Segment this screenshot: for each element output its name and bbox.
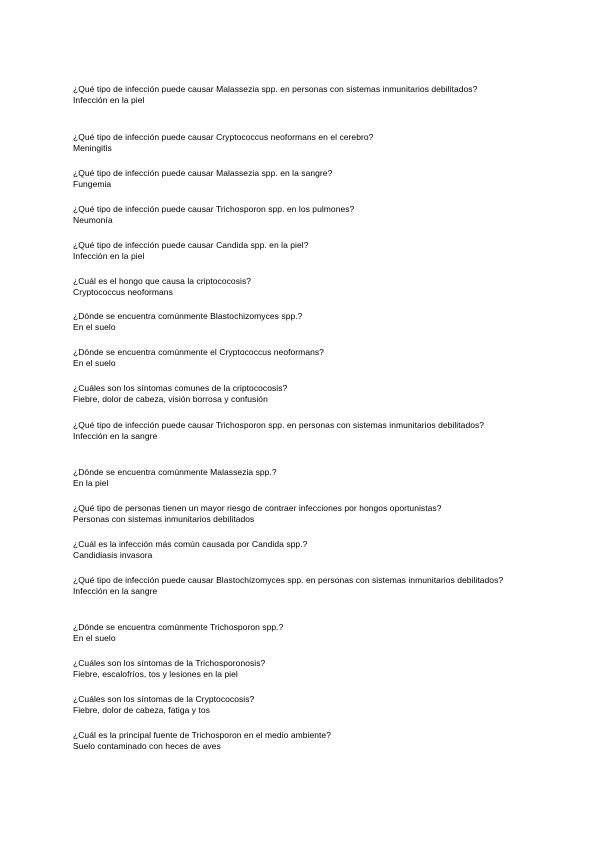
- qa-item: [73, 383, 533, 405]
- qa-item: [73, 503, 533, 525]
- qa-item: [73, 168, 533, 190]
- answer-text: En el suelo: [73, 358, 116, 368]
- answer-text: Suelo contaminado con heces de aves: [73, 741, 221, 751]
- question-text: ¿Cuáles son los síntomas de la Trichosporonosis?: [73, 658, 266, 668]
- question-text: ¿Qué tipo de infección puede causar Trichosporon spp. en los pulmones?: [73, 204, 355, 214]
- qa-item: [73, 658, 533, 680]
- answer-text: Fungemia: [73, 179, 112, 189]
- qa-item: [73, 84, 533, 106]
- qa-item: [73, 694, 533, 716]
- question-text: ¿Dónde se encuentra comúnmente Malassezia spp.?: [73, 467, 277, 477]
- question-text: ¿Dónde se encuentra comúnmente el Cryptococcus neoformans?: [73, 347, 324, 357]
- qa-item: [73, 347, 533, 369]
- qa-item: [73, 276, 533, 298]
- question-text: ¿Qué tipo de personas tienen un mayor riesgo de contraer infecciones por hongos oportunistas?: [73, 503, 442, 513]
- question-text: ¿Cuál es el hongo que causa la criptococosis?: [73, 276, 252, 286]
- answer-text: En el suelo: [73, 322, 116, 332]
- qa-item: [73, 132, 533, 154]
- question-text: ¿Cuáles son los síntomas de la Cryptococosis?: [73, 694, 255, 704]
- answer-text: Meningitis: [73, 143, 112, 153]
- answer-text: Infección en la sangre: [73, 431, 158, 441]
- question-text: ¿Qué tipo de infección puede causar Malassezia spp. en la sangre?: [73, 168, 333, 178]
- answer-text: Candidiasis invasora: [73, 550, 153, 560]
- question-text: ¿Cuál es la infección más común causada por Candida spp.?: [73, 539, 308, 549]
- answer-text: En el suelo: [73, 633, 116, 643]
- qa-item: [73, 730, 533, 752]
- qa-item: [73, 467, 533, 489]
- answer-text: Cryptococcus neoformans: [73, 287, 173, 297]
- answer-text: Personas con sistemas inmunitarios debilitados: [73, 514, 255, 524]
- answer-text: Infección en la piel: [73, 95, 145, 105]
- answer-text: Fiebre, escalofríos, tos y lesiones en la piel: [73, 669, 238, 679]
- question-text: ¿Dónde se encuentra comúnmente Blastochizomyces spp.?: [73, 311, 303, 321]
- qa-item: [73, 420, 533, 442]
- qa-item: [73, 575, 533, 597]
- question-text: ¿Cuáles son los síntomas comunes de la criptococosis?: [73, 383, 288, 393]
- question-text: ¿Cuál es la principal fuente de Trichosporon en el medio ambiente?: [73, 730, 331, 740]
- answer-text: En la piel: [73, 478, 109, 488]
- qa-item: [73, 240, 533, 262]
- question-text: ¿Dónde se encuentra comúnmente Trichosporon spp.?: [73, 622, 284, 632]
- qa-item: [73, 622, 533, 644]
- answer-text: Fiebre, dolor de cabeza, visión borrosa y confusión: [73, 394, 268, 404]
- question-text: ¿Qué tipo de infección puede causar Cryptococcus neoformans en el cerebro?: [73, 132, 374, 142]
- answer-text: Fiebre, dolor de cabeza, fatiga y tos: [73, 705, 210, 715]
- question-text: ¿Qué tipo de infección puede causar Trichosporon spp. en personas con sistemas inmunitarios debilitados?: [73, 420, 485, 430]
- answer-text: Infección en la sangre: [73, 586, 158, 596]
- answer-text: Infección en la piel: [73, 251, 145, 261]
- question-text: ¿Qué tipo de infección puede causar Blastochizomyces spp. en personas con sistemas inmunitarios debilitados?: [73, 575, 504, 585]
- qa-item: [73, 539, 533, 561]
- qa-item: [73, 204, 533, 226]
- question-text: ¿Qué tipo de infección puede causar Candida spp. en la piel?: [73, 240, 309, 250]
- question-text: ¿Qué tipo de infección puede causar Malassezia spp. en personas con sistemas inmunitarios debilitados?: [73, 84, 478, 94]
- answer-text: Neumonía: [73, 215, 113, 225]
- qa-item: [73, 311, 533, 333]
